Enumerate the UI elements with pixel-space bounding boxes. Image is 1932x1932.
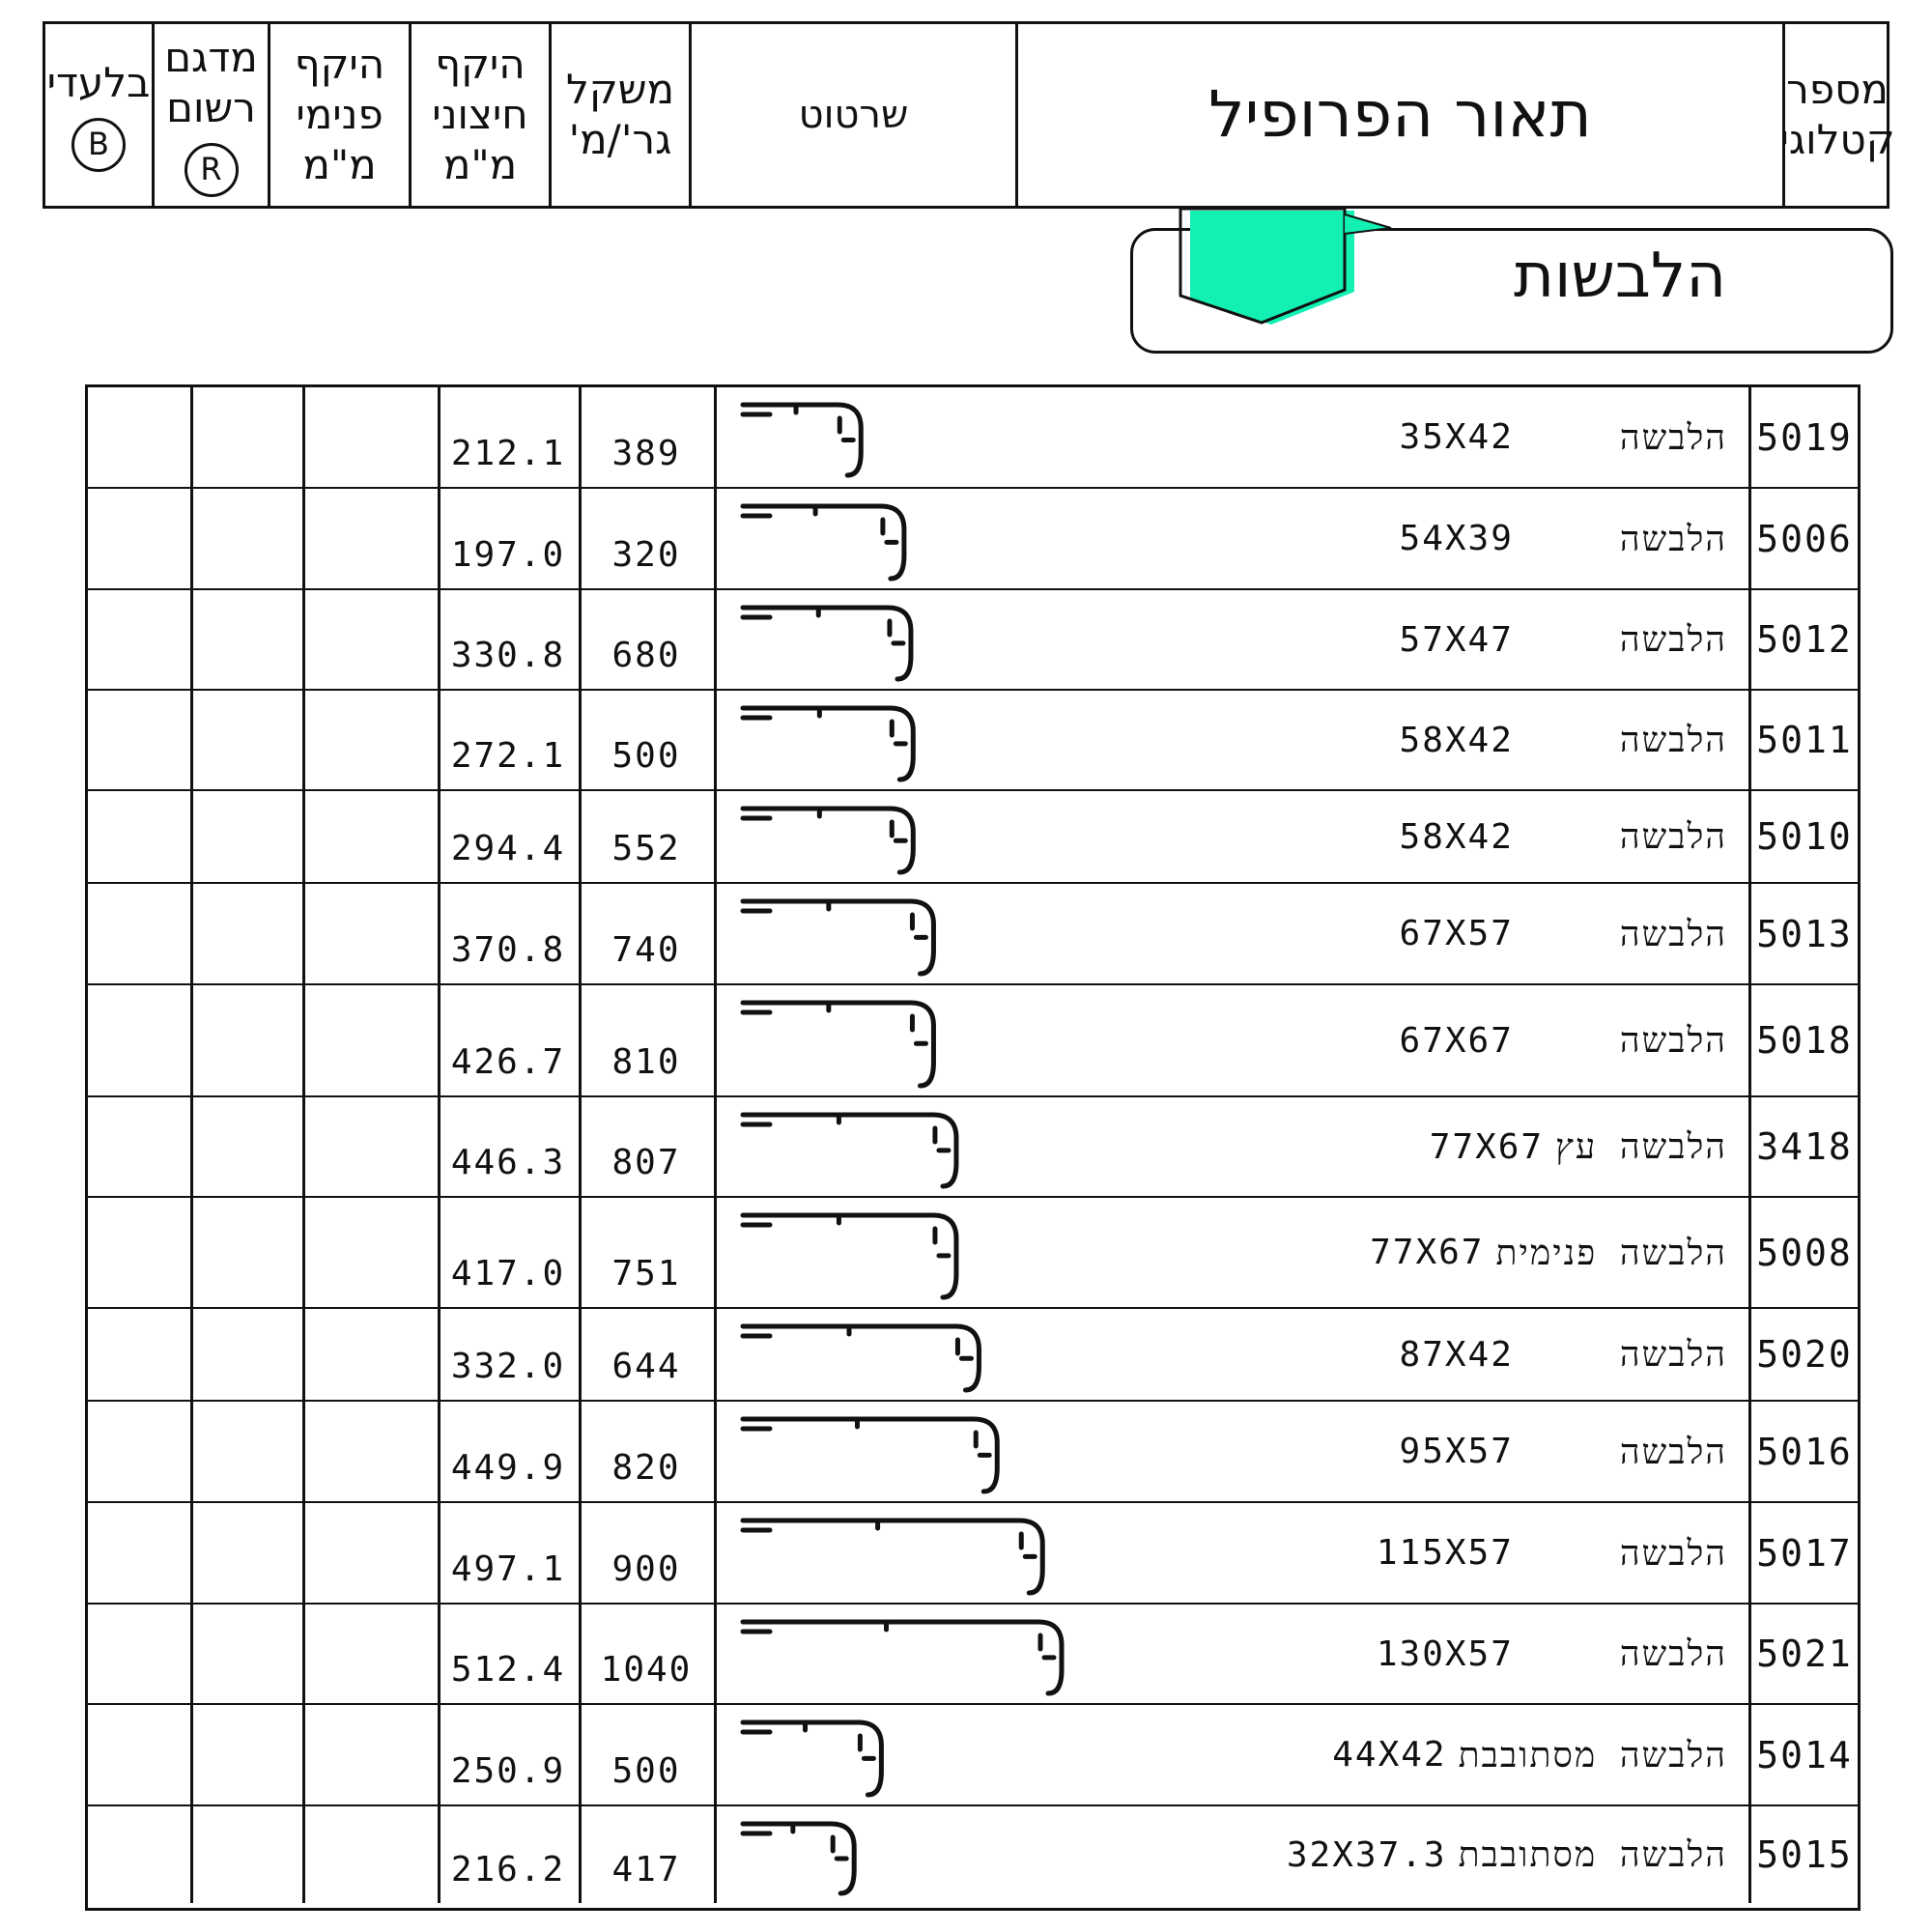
cell-exclusive xyxy=(88,489,190,588)
profile-drawing-icon xyxy=(714,594,921,683)
cell-exclusive xyxy=(88,590,190,689)
cell-exclusive xyxy=(88,985,190,1095)
cell-catalog: 5013 xyxy=(1756,912,1853,955)
cell-registered xyxy=(190,1402,302,1501)
cell-catalog: 3418 xyxy=(1756,1125,1853,1168)
profiles-table xyxy=(85,384,1861,1911)
table-row xyxy=(88,1804,1858,1903)
cell-desc xyxy=(1120,1705,1748,1804)
cell-catalog: 5015 xyxy=(1756,1833,1853,1876)
profile-name: הלבשה xyxy=(1619,1634,1727,1674)
profile-drawing-icon xyxy=(714,391,870,479)
profile-outline xyxy=(743,1215,956,1297)
cell-desc xyxy=(1120,1806,1748,1903)
cell-drawing xyxy=(714,1503,1120,1603)
profile-drawing-icon xyxy=(714,1810,864,1897)
cell-drawing xyxy=(714,884,1120,983)
profile-drawing-icon xyxy=(714,1406,1007,1495)
cell-inner xyxy=(302,387,438,487)
cell-desc xyxy=(1120,1309,1748,1400)
cell-weight: 807 xyxy=(611,1143,681,1182)
profile-size: 77X67 xyxy=(1370,1233,1485,1272)
cell-exclusive xyxy=(88,1402,190,1501)
header-weight xyxy=(549,24,689,206)
cell-exclusive xyxy=(88,1309,190,1400)
header-outer-line1: היקף xyxy=(435,41,526,88)
cell-desc xyxy=(1120,489,1748,588)
cell-registered xyxy=(190,985,302,1095)
cell-weight: 751 xyxy=(611,1254,681,1293)
profile-name: הלבשה xyxy=(1619,620,1727,660)
cell-inner xyxy=(302,590,438,689)
header-outer-unit: מ"מ xyxy=(442,141,518,188)
cell-desc xyxy=(1120,1097,1748,1196)
header-weight-unit: גר'/מ' xyxy=(568,116,672,163)
cell-drawing xyxy=(714,1705,1120,1804)
header-description-label: תאור הפרופיל xyxy=(1208,77,1592,152)
cell-weight: 552 xyxy=(611,829,681,868)
profile-size: 67X57 xyxy=(1399,914,1514,953)
cell-desc xyxy=(1120,387,1748,487)
profile-name: הלבשה עץ xyxy=(1555,1127,1727,1167)
profile-outline xyxy=(743,809,913,872)
table-row xyxy=(88,487,1858,588)
profile-outline xyxy=(743,1520,1042,1593)
cell-drawing xyxy=(714,1198,1120,1307)
section-tab-flap xyxy=(1345,214,1391,234)
cell-inner xyxy=(302,691,438,789)
header-catalog xyxy=(1779,24,1895,206)
header-catalog-line1: מספר xyxy=(1786,66,1889,113)
cell-exclusive xyxy=(88,1605,190,1703)
cell-outer: 449.9 xyxy=(450,1448,566,1488)
profile-name: הלבשה xyxy=(1619,914,1727,954)
cell-exclusive xyxy=(88,387,190,487)
profile-name: הלבשה מסתובבת xyxy=(1458,1835,1727,1875)
header-description xyxy=(1015,24,1782,206)
profile-size: 58X42 xyxy=(1399,816,1514,857)
profile-size: 77X67 xyxy=(1429,1126,1545,1167)
table-row xyxy=(88,1095,1858,1196)
table-row xyxy=(88,689,1858,789)
cell-drawing xyxy=(714,1806,1120,1903)
exclusive-symbol: B xyxy=(71,118,126,172)
profile-outline xyxy=(743,608,911,679)
profile-outline xyxy=(743,1115,956,1186)
table-row xyxy=(88,1400,1858,1501)
cell-inner xyxy=(302,791,438,882)
profile-drawing-icon xyxy=(714,989,943,1090)
header-exclusive-label: בלעדי xyxy=(46,59,151,106)
cell-exclusive xyxy=(88,884,190,983)
table-row xyxy=(88,983,1858,1095)
profile-outline xyxy=(743,1722,881,1795)
profile-outline xyxy=(743,506,904,579)
profile-size: 58X42 xyxy=(1399,720,1514,760)
cell-registered xyxy=(190,590,302,689)
profile-drawing-icon xyxy=(714,1202,966,1301)
cell-weight: 500 xyxy=(611,1751,681,1791)
cell-inner xyxy=(302,1806,438,1903)
cell-drawing xyxy=(714,387,1120,487)
cell-catalog: 5021 xyxy=(1756,1633,1853,1675)
profile-drawing-icon xyxy=(714,795,923,876)
profile-size: 87X42 xyxy=(1399,1334,1514,1375)
profile-drawing-icon xyxy=(714,1608,1071,1697)
profile-outline xyxy=(743,1824,854,1893)
cell-outer: 370.8 xyxy=(450,930,566,970)
registered-symbol: R xyxy=(185,143,239,197)
cell-registered xyxy=(190,489,302,588)
cell-inner xyxy=(302,1605,438,1703)
cell-weight: 680 xyxy=(611,636,681,675)
cell-registered xyxy=(190,691,302,789)
cell-drawing xyxy=(714,1309,1120,1400)
header-inner-perimeter xyxy=(268,24,409,206)
profile-name: הלבשה xyxy=(1619,1533,1727,1574)
cell-registered xyxy=(190,1198,302,1307)
cell-catalog: 5016 xyxy=(1756,1430,1853,1473)
cell-outer: 250.9 xyxy=(450,1751,566,1791)
cell-registered xyxy=(190,1097,302,1196)
cell-exclusive xyxy=(88,1198,190,1307)
cell-weight: 417 xyxy=(611,1850,681,1889)
profile-size: 57X47 xyxy=(1399,619,1514,660)
cell-registered xyxy=(190,884,302,983)
cell-weight: 900 xyxy=(611,1549,681,1589)
profile-name: הלבשה xyxy=(1619,417,1727,458)
profile-name: הלבשה פנימית xyxy=(1495,1233,1727,1273)
profile-drawing-icon xyxy=(714,1507,1052,1597)
header-weight-line1: משקל xyxy=(566,66,674,113)
cell-exclusive xyxy=(88,691,190,789)
profile-outline xyxy=(743,405,861,475)
profile-size: 115X57 xyxy=(1376,1533,1514,1573)
cell-drawing xyxy=(714,590,1120,689)
profile-outline xyxy=(743,708,913,780)
profile-drawing-icon xyxy=(714,888,943,978)
cell-catalog: 5010 xyxy=(1756,815,1853,858)
cell-outer: 197.0 xyxy=(450,535,566,575)
cell-outer: 497.1 xyxy=(450,1549,566,1589)
cell-weight: 820 xyxy=(611,1448,681,1488)
table-header xyxy=(43,21,1895,209)
cell-inner xyxy=(302,1402,438,1501)
cell-catalog: 5012 xyxy=(1756,618,1853,661)
cell-desc xyxy=(1120,884,1748,983)
cell-drawing xyxy=(714,691,1120,789)
cell-drawing xyxy=(714,985,1120,1095)
cell-inner xyxy=(302,1705,438,1804)
cell-outer: 212.1 xyxy=(450,434,566,473)
cell-outer: 446.3 xyxy=(450,1143,566,1182)
table-row xyxy=(88,387,1858,487)
profile-name: הלבשה xyxy=(1619,1432,1727,1472)
cell-desc xyxy=(1120,791,1748,882)
cell-inner xyxy=(302,1097,438,1196)
header-inner-line1: היקף xyxy=(294,41,385,88)
cell-inner xyxy=(302,884,438,983)
header-drawing xyxy=(689,24,1015,206)
header-inner-line2: פנימי xyxy=(296,91,384,138)
cell-catalog: 5011 xyxy=(1756,719,1853,761)
cell-weight: 320 xyxy=(611,535,681,575)
cell-outer: 216.2 xyxy=(450,1850,566,1889)
profile-size: 35X42 xyxy=(1399,417,1514,457)
header-outer-perimeter xyxy=(409,24,549,206)
profile-drawing-icon xyxy=(714,1709,891,1799)
cell-registered xyxy=(190,1309,302,1400)
cell-weight: 500 xyxy=(611,736,681,776)
table-row xyxy=(88,1196,1858,1307)
cell-outer: 330.8 xyxy=(450,636,566,675)
profile-outline xyxy=(743,1419,997,1492)
cell-registered xyxy=(190,1705,302,1804)
cell-desc xyxy=(1120,1402,1748,1501)
cell-exclusive xyxy=(88,1705,190,1804)
cell-outer: 332.0 xyxy=(450,1347,566,1386)
table-row xyxy=(88,882,1858,983)
header-outer-line2: חיצוני xyxy=(432,91,528,138)
profile-size: 95X57 xyxy=(1399,1432,1514,1471)
profile-drawing-icon xyxy=(714,1313,988,1394)
cell-inner xyxy=(302,1309,438,1400)
cell-desc xyxy=(1120,691,1748,789)
profile-size: 67X67 xyxy=(1399,1020,1514,1061)
cell-outer: 512.4 xyxy=(450,1650,566,1690)
cell-drawing xyxy=(714,791,1120,882)
section-tab-icon xyxy=(1177,205,1399,330)
cell-desc xyxy=(1120,985,1748,1095)
profile-size: 130X57 xyxy=(1376,1634,1514,1674)
profile-size: 54X39 xyxy=(1399,519,1514,558)
cell-catalog: 5018 xyxy=(1756,1019,1853,1062)
cell-weight: 644 xyxy=(611,1347,681,1386)
profile-drawing-icon xyxy=(714,493,914,582)
profile-name: הלבשה xyxy=(1619,1335,1727,1375)
cell-catalog: 5006 xyxy=(1756,517,1853,560)
cell-registered xyxy=(190,1503,302,1603)
profile-drawing-icon xyxy=(714,695,923,783)
profile-name: הלבשה xyxy=(1619,721,1727,760)
section-title: הלבשות xyxy=(1513,241,1726,312)
cell-registered xyxy=(190,387,302,487)
cell-exclusive xyxy=(88,1503,190,1603)
profile-name: הלבשה xyxy=(1619,1021,1727,1061)
cell-registered xyxy=(190,1605,302,1703)
cell-catalog: 5019 xyxy=(1756,415,1853,459)
header-registered-line1: מדגם xyxy=(164,34,258,81)
profile-outline xyxy=(743,901,933,974)
cell-catalog: 5014 xyxy=(1756,1733,1853,1776)
cell-catalog: 5020 xyxy=(1756,1333,1853,1376)
cell-weight: 810 xyxy=(611,1042,681,1082)
profile-name: הלבשה xyxy=(1619,519,1727,559)
cell-exclusive xyxy=(88,1097,190,1196)
cell-desc xyxy=(1120,590,1748,689)
cell-drawing xyxy=(714,489,1120,588)
cell-inner xyxy=(302,1198,438,1307)
cell-exclusive xyxy=(88,791,190,882)
cell-inner xyxy=(302,489,438,588)
cell-weight: 389 xyxy=(611,434,681,473)
table-row xyxy=(88,789,1858,882)
table-row xyxy=(88,1501,1858,1603)
cell-outer: 417.0 xyxy=(450,1254,566,1293)
cell-outer: 426.7 xyxy=(450,1042,566,1082)
header-registered-line2: רשום xyxy=(166,84,256,131)
header-drawing-label: שרטוט xyxy=(798,93,909,137)
cell-drawing xyxy=(714,1402,1120,1501)
cell-registered xyxy=(190,1806,302,1903)
table-row xyxy=(88,1703,1858,1804)
cell-weight: 1040 xyxy=(600,1650,693,1690)
profile-outline xyxy=(743,1326,979,1390)
cell-weight: 740 xyxy=(611,930,681,970)
profile-outline xyxy=(743,1003,933,1086)
profile-size: 44X42 xyxy=(1332,1735,1447,1775)
cell-catalog: 5017 xyxy=(1756,1531,1853,1575)
header-catalog-line2: קטלוגי xyxy=(1779,116,1895,163)
header-exclusive xyxy=(45,24,152,206)
cell-outer: 294.4 xyxy=(450,829,566,868)
cell-catalog: 5008 xyxy=(1756,1231,1853,1274)
table-row xyxy=(88,1603,1858,1703)
cell-drawing xyxy=(714,1605,1120,1703)
cell-inner xyxy=(302,985,438,1095)
profile-outline xyxy=(743,1622,1062,1693)
header-inner-unit: מ"מ xyxy=(302,141,377,188)
table-row xyxy=(88,588,1858,689)
table-row xyxy=(88,1307,1858,1400)
cell-outer: 272.1 xyxy=(450,736,566,776)
profile-size: 32X37.3 xyxy=(1286,1834,1447,1875)
cell-inner xyxy=(302,1503,438,1603)
cell-registered xyxy=(190,791,302,882)
cell-desc xyxy=(1120,1605,1748,1703)
cell-drawing xyxy=(714,1097,1120,1196)
profile-name: הלבשה xyxy=(1619,817,1727,857)
cell-desc xyxy=(1120,1503,1748,1603)
cell-exclusive xyxy=(88,1806,190,1903)
cell-desc xyxy=(1120,1198,1748,1307)
header-registered xyxy=(152,24,268,206)
profile-name: הלבשה מסתובבת xyxy=(1458,1735,1727,1776)
profile-drawing-icon xyxy=(714,1101,966,1190)
